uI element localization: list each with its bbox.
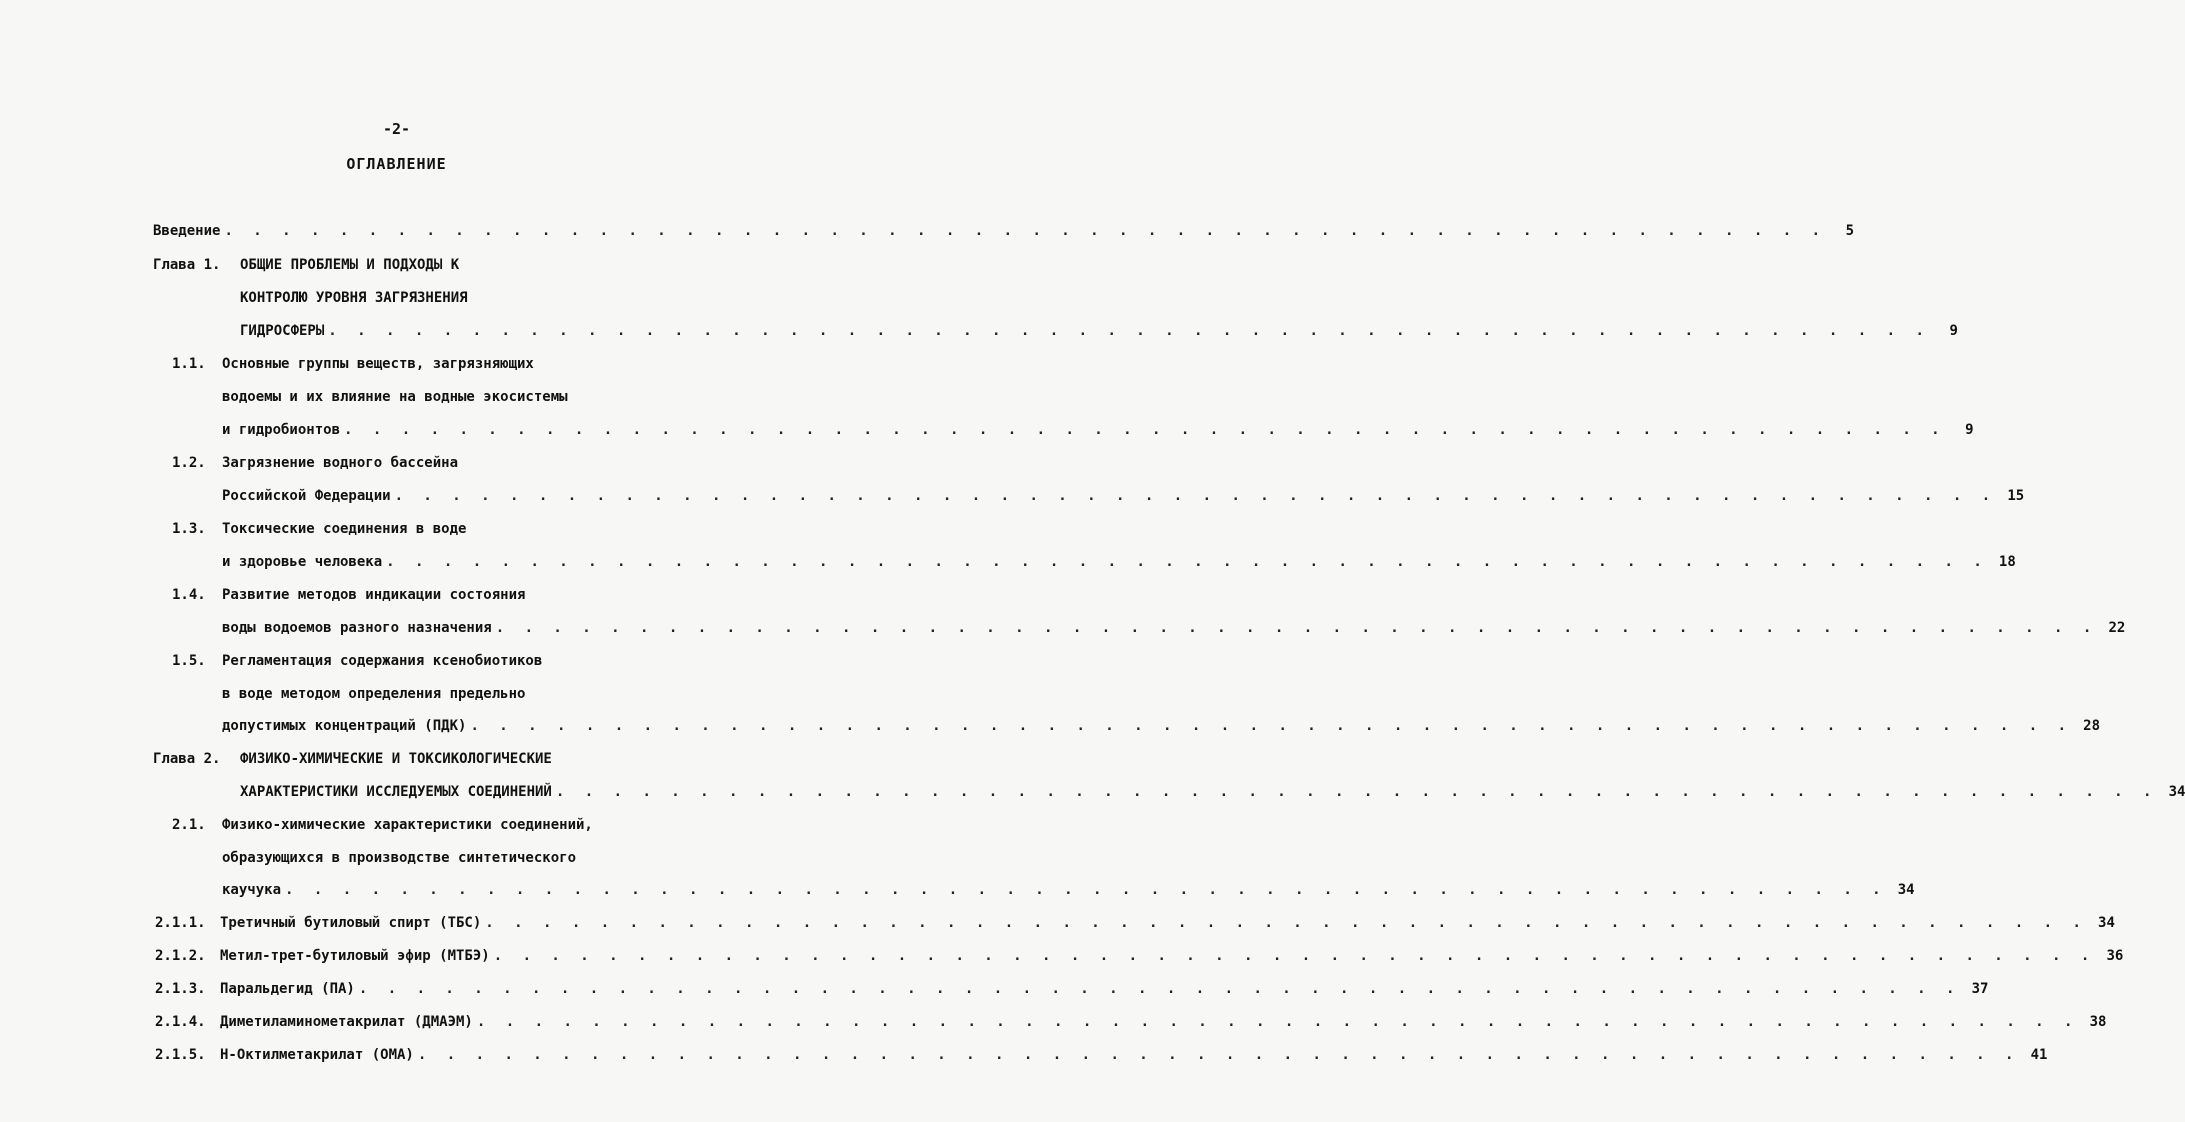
- toc-page-number: 18: [1998, 554, 2016, 570]
- toc-entry-text: Токсические соединения в воде: [222, 521, 467, 537]
- toc-entry-2-1-1[interactable]: [220, 913, 2115, 933]
- toc-section-number: 1.3.: [172, 521, 206, 537]
- toc-entry-chapter-2[interactable]: [240, 782, 2185, 802]
- toc-entry-text: Введение: [153, 223, 221, 239]
- toc-entry-1-4[interactable]: [222, 618, 2126, 638]
- toc-entry-text: допустимых концентраций (ПДК): [222, 718, 467, 734]
- toc-entry-2-1-4[interactable]: [220, 1012, 2107, 1032]
- toc-leader-dots: . . . . . . . . . . . . . . . . . . . . . . . . . . . . . . . . . . . . . . . . . . . . . . . . . . . . . . . .: [394, 488, 1997, 504]
- toc-entry-1-2[interactable]: [222, 486, 2025, 506]
- toc-entry-2-1-2[interactable]: [220, 946, 2124, 966]
- toc-chapter-number: Глава 1.: [153, 257, 221, 273]
- toc-page-number: 9: [1965, 422, 1974, 438]
- toc-entry-chapter-1[interactable]: [240, 321, 1958, 341]
- toc-entry-1-1[interactable]: [222, 420, 1974, 440]
- toc-entry-2-1-5[interactable]: [220, 1045, 2048, 1065]
- toc-entry-text: воды водоемов разного назначения: [222, 620, 492, 636]
- toc-page-number: 34: [2098, 915, 2115, 931]
- toc-leader-dots: . . . . . . . . . . . . . . . . . . . . . . . . . . . . . . . . . . . . . . . . . . . . . . . . . . . . . . . .: [344, 422, 1946, 438]
- toc-subsection-number: 2.1.4.: [155, 1014, 206, 1030]
- toc-entry-text: и гидробионтов: [222, 422, 341, 438]
- toc-chapter-number: Глава 2.: [153, 751, 221, 767]
- toc-leader-dots: . . . . . . . . . . . . . . . . . . . . . . . . . . . . . . . . . . . . . . . . . . . . . . . . . . . . . . . .: [495, 620, 2098, 636]
- toc-section-number: 1.5.: [172, 653, 206, 669]
- toc-page-number: 5: [1845, 223, 1855, 239]
- toc-leader-dots: . . . . . . . . . . . . . . . . . . . . . . . . . . . . . . . . . . . . . . . . . . . . . . . . . . . . . . . .: [417, 1047, 2020, 1063]
- toc-section-number: 1.4.: [172, 587, 206, 603]
- toc-entry-text: Основные группы веществ, загрязняющих: [222, 356, 534, 372]
- toc-page-number: 22: [2108, 620, 2126, 636]
- toc-entry-2-1[interactable]: [222, 880, 1915, 900]
- toc-entry-text: Третичный бутиловый спирт (ТБС): [220, 915, 482, 931]
- toc-leader-dots: . . . . . . . . . . . . . . . . . . . . . . . . . . . . . . . . . . . . . . . . . . . . . . . . . . . . . . . .: [358, 981, 1961, 997]
- toc-entry-2-1-3[interactable]: [220, 979, 1989, 999]
- toc-leader-dots: . . . . . . . . . . . . . . . . . . . . . . . . . . . . . . . . . . . . . . . . . . . . . . . . . . . . . . . .: [555, 784, 2158, 800]
- toc-leader-dots: . . . . . . . . . . . . . . . . . . . . . . . . . . . . . . . . . . . . . . . . . . . . . . . . . . . . . . . .: [493, 948, 2096, 964]
- toc-page-number: 9: [1949, 323, 1958, 339]
- toc-entry-text: Диметиламинометакрилат (ДМАЭМ): [220, 1014, 473, 1030]
- toc-page-number: 34: [1897, 882, 1915, 898]
- toc-subsection-number: 2.1.5.: [155, 1047, 206, 1063]
- toc-entry-text: в воде методом определения предельно: [222, 686, 526, 702]
- toc-subsection-number: 2.1.1.: [155, 915, 206, 931]
- toc-page-number: 15: [2007, 488, 2025, 504]
- toc-subsection-number: 2.1.2.: [155, 948, 206, 964]
- toc-entry-text: Н-Октилметакрилат (ОМА): [220, 1047, 414, 1063]
- toc-leader-dots: . . . . . . . . . . . . . . . . . . . . . . . . . . . . . . . . . . . . . . . . . . . . . . . . . . . . . . . .: [386, 554, 1988, 570]
- toc-section-number: 1.2.: [172, 455, 206, 471]
- toc-entry-text: Российской Федерации: [222, 488, 391, 504]
- toc-leader-dots: . . . . . . . . . . . . . . . . . . . . . . . . . . . . . . . . . . . . . . . . . . . . . . . . . . . . . . . .: [476, 1014, 2079, 1030]
- toc-entry-text: каучука: [222, 882, 282, 898]
- toc-page-number: 37: [1971, 981, 1989, 997]
- toc-leader-dots: . . . . . . . . . . . . . . . . . . . . . . . . . . . . . . . . . . . . . . . . . . . . . . . . . . . . . . . .: [485, 915, 2087, 931]
- toc-entry-text: Загрязнение водного бассейна: [222, 455, 459, 471]
- toc-entry-text: Регламентация содержания ксенобиотиков: [222, 653, 543, 669]
- toc-leader-dots: . . . . . . . . . . . . . . . . . . . . . . . . . . . . . . . . . . . . . . . . . . . . . . . . . . . . . . . .: [285, 882, 1887, 898]
- toc-leader-dots: . . . . . . . . . . . . . . . . . . . . . . . . . . . . . . . . . . . . . . . . . . . . . . . . . . . . . . . .: [470, 718, 2073, 734]
- toc-entry-intro[interactable]: [153, 221, 1855, 241]
- toc-page-number: 38: [2089, 1014, 2107, 1030]
- toc-page-number: 28: [2083, 718, 2101, 734]
- toc-subsection-number: 2.1.3.: [155, 981, 206, 997]
- toc-entry-text: Физико-химические характеристики соединений,: [222, 817, 593, 833]
- page-title: ОГЛАВЛЕНИЕ: [346, 155, 447, 173]
- toc-leader-dots: . . . . . . . . . . . . . . . . . . . . . . . . . . . . . . . . . . . . . . . . . . . . . . . . . . . . . . . .: [328, 323, 1930, 339]
- toc-page-number: 41: [2030, 1047, 2048, 1063]
- toc-entry-text: водоемы и их влияние на водные экосистемы: [222, 389, 568, 405]
- page-number: -2-: [382, 120, 411, 138]
- toc-entry-1-5[interactable]: [222, 716, 2101, 736]
- toc-entry-text: Развитие методов индикации состояния: [222, 587, 526, 603]
- toc-entry-text: и здоровье человека: [222, 554, 383, 570]
- toc-entry-text: КОНТРОЛЮ УРОВНЯ ЗАГРЯЗНЕНИЯ: [240, 290, 468, 306]
- toc-entry-text: Паральдегид (ПА): [220, 981, 355, 997]
- toc-leader-dots: . . . . . . . . . . . . . . . . . . . . . . . . . . . . . . . . . . . . . . . . . . . . . . . . . . . . . . . .: [224, 223, 1827, 239]
- toc-entry-text: ХАРАКТЕРИСТИКИ ИССЛЕДУЕМЫХ СОЕДИНЕНИЙ: [240, 784, 552, 800]
- toc-entry-text: ОБЩИЕ ПРОБЛЕМЫ И ПОДХОДЫ К: [240, 257, 460, 273]
- toc-section-number: 2.1.: [172, 817, 206, 833]
- toc-page-number: 36: [2106, 948, 2124, 964]
- toc-entry-text: Метил-трет-бутиловый эфир (МТБЭ): [220, 948, 490, 964]
- toc-entry-text: ГИДРОСФЕРЫ: [240, 323, 325, 339]
- toc-page-number: 34: [2168, 784, 2185, 800]
- toc-section-number: 1.1.: [172, 356, 206, 372]
- toc-entry-text: ФИЗИКО-ХИМИЧЕСКИЕ И ТОКСИКОЛОГИЧЕСКИЕ: [240, 751, 552, 767]
- toc-entry-text: образующихся в производстве синтетического: [222, 850, 577, 866]
- toc-entry-1-3[interactable]: [222, 552, 2016, 572]
